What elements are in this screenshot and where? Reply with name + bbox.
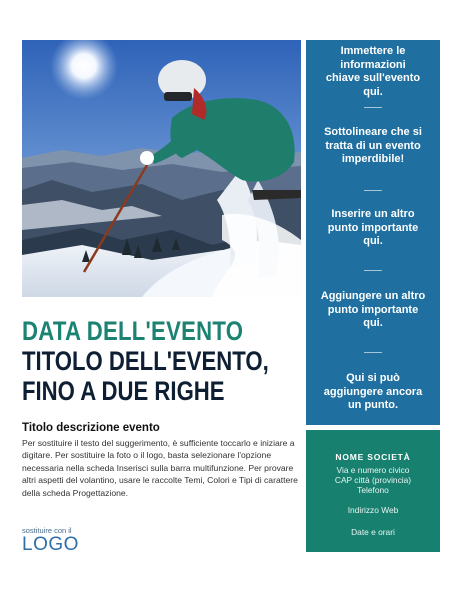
divider-2	[364, 190, 382, 191]
company-phone: Telefono	[357, 485, 389, 495]
key-point-1: Immettere le informazioni chiave sull'evento qui.	[325, 45, 421, 98]
company-dates: Date e orari	[351, 527, 395, 537]
company-web: Indirizzo Web	[347, 505, 399, 515]
company-name: NOME SOCIETÀ	[335, 452, 411, 462]
divider-1	[364, 107, 382, 108]
event-title-line-1: TITOLO DELL'EVENTO,	[22, 346, 269, 376]
divider-3	[364, 270, 382, 271]
logo-placeholder: LOGO	[22, 534, 79, 555]
company-info-box	[306, 430, 440, 552]
key-points-sidebar	[306, 40, 440, 425]
skier-photo	[22, 40, 301, 297]
key-point-2: Sottolineare che si tratta di un evento imperdibile!	[324, 126, 422, 165]
company-city: CAP città (provincia)	[334, 475, 412, 485]
event-title-line-2: FINO A DUE RIGHE	[22, 376, 225, 406]
hero-photo-skier	[22, 40, 301, 297]
logo-caption: sostituire con il	[22, 526, 72, 535]
company-address: Via e numero civico	[336, 465, 410, 475]
event-date: DATA DELL'EVENTO	[22, 316, 244, 346]
description-body: Per sostituire il testo del suggerimento, è sufficiente toccarlo e iniziare a digitare. Per sostituire la foto o il logo, basta selezionare l'opzione necessaria nella scheda Inserisci sulla barra multifunzione. Per provare altri aspetti del volantino, usare le raccolte Temi, Colori e Tipi di carattere della scheda Progettazione.	[22, 438, 298, 498]
description-title: Titolo descrizione evento	[22, 422, 160, 434]
key-point-5: Qui si può aggiungere ancora un punto.	[323, 372, 423, 411]
key-point-4: Aggiungere un altro punto importante qui.	[320, 290, 426, 329]
key-point-3: Inserire un altro punto importante qui.	[327, 208, 419, 247]
event-title	[22, 346, 269, 406]
divider-4	[364, 352, 382, 353]
